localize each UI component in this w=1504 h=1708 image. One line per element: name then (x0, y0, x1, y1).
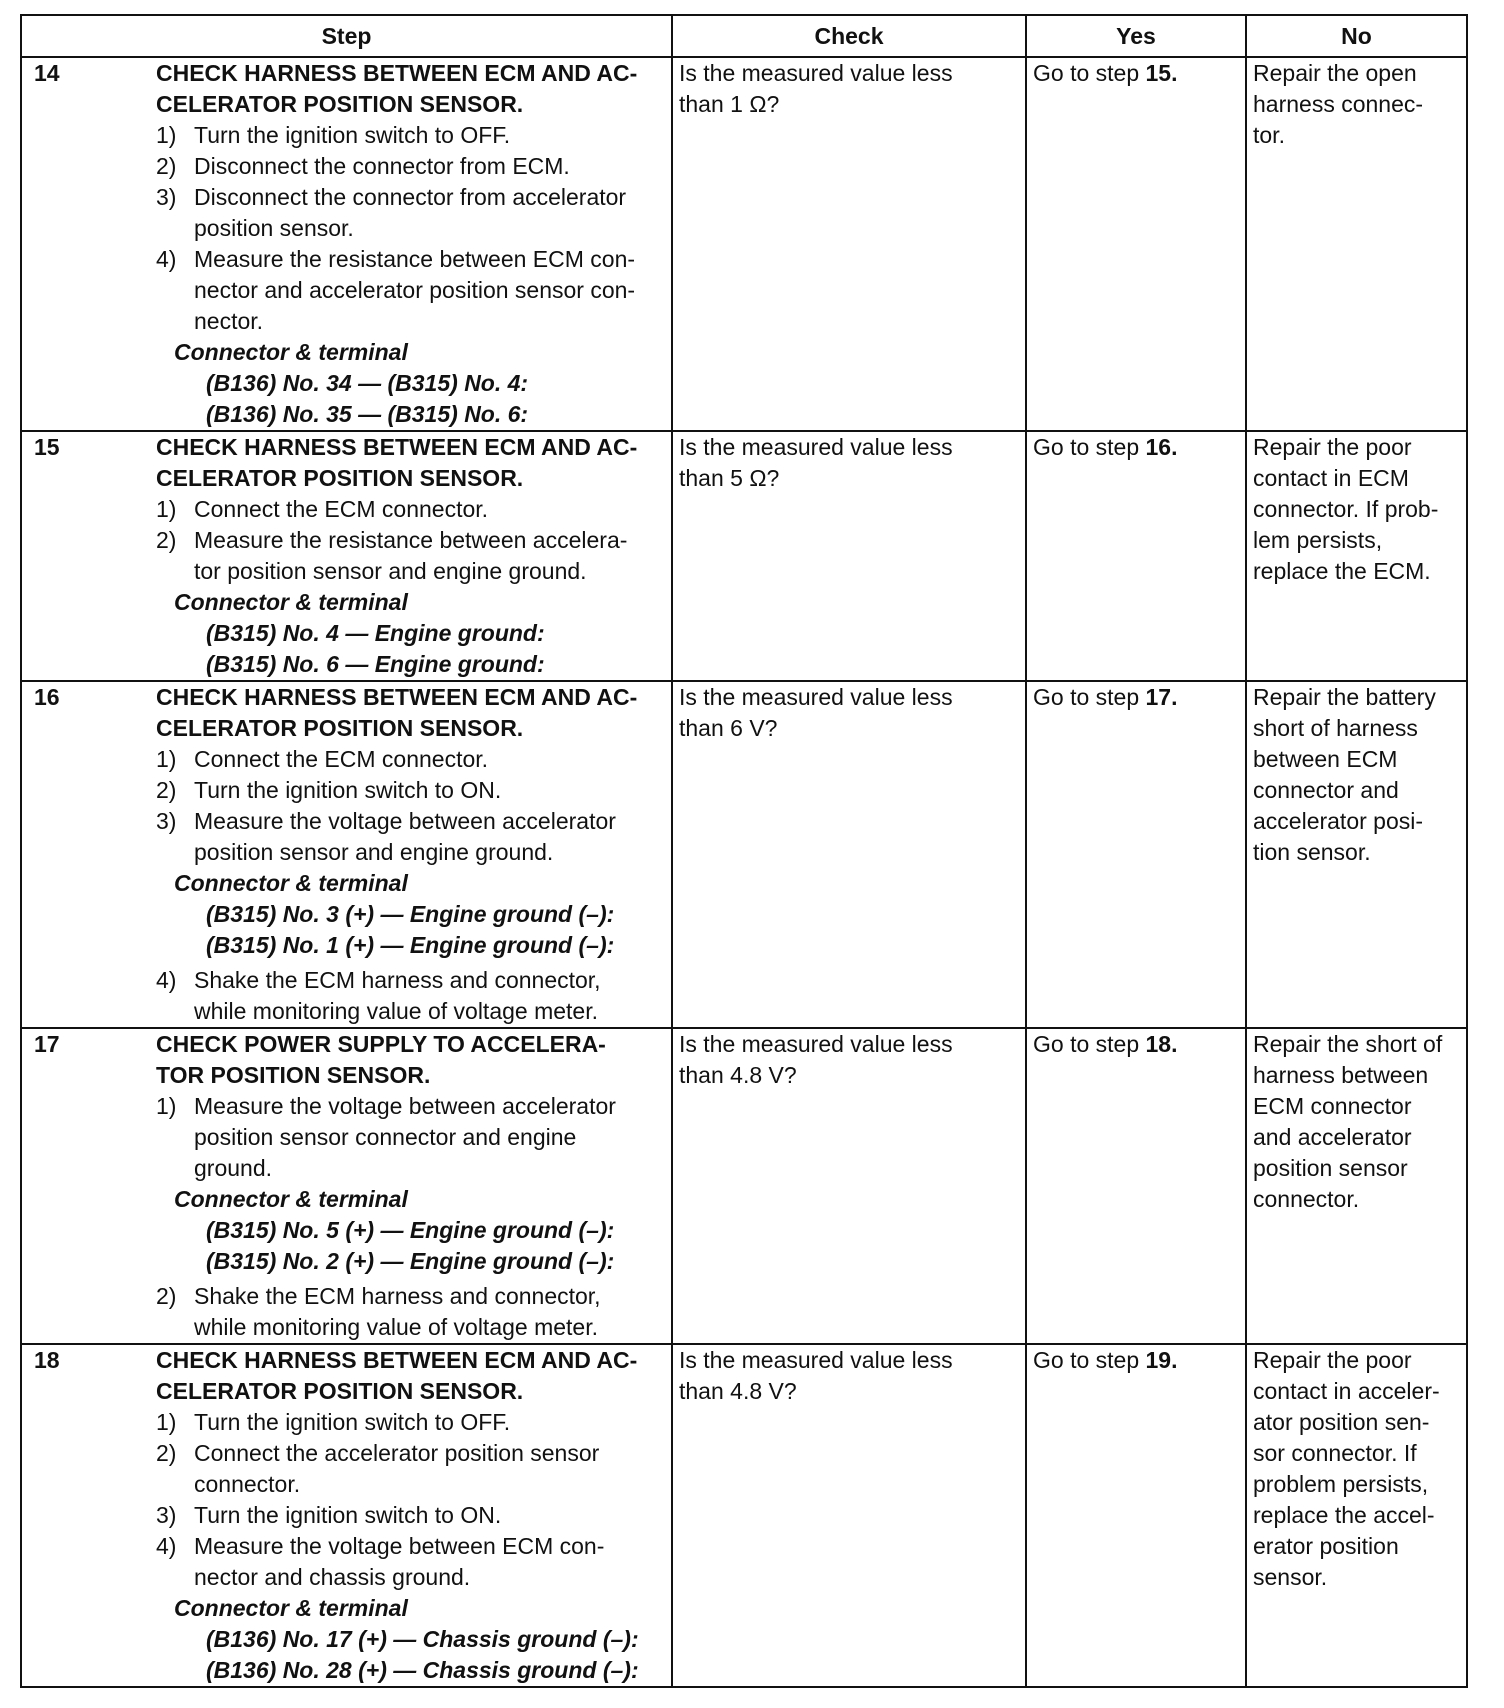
connector-terminal-label: Connector & terminal (174, 1186, 408, 1212)
item-line: ground. (194, 1155, 273, 1181)
diagnostic-table (20, 14, 1468, 1688)
step-title: CELERATOR POSITION SENSOR. (156, 91, 524, 117)
check-line: than 5 Ω? (679, 465, 780, 491)
no-line: connector. (1253, 1186, 1360, 1212)
connector-terminal-line: (B136) No. 35 — (B315) No. 6: (206, 401, 529, 427)
item-number: 4) (156, 1533, 177, 1559)
no-line: and accelerator (1253, 1124, 1412, 1150)
no-cell (1246, 1028, 1467, 1344)
step-cell (21, 57, 672, 431)
no-line: tor. (1253, 122, 1285, 148)
check-cell (672, 1028, 1026, 1344)
step-body (156, 682, 665, 1027)
connector-terminal-line: (B315) No. 2 (+) — Engine ground (–): (206, 1248, 615, 1274)
step-wrap (28, 1029, 665, 1343)
yes-step-ref: 16. (1145, 434, 1178, 460)
step-title: TOR POSITION SENSOR. (156, 1062, 431, 1088)
item-line: Measure the voltage between ECM con- (194, 1533, 605, 1559)
procedure-item (156, 1407, 661, 1438)
no-line: short of harness (1253, 715, 1418, 741)
item-line: nector and accelerator position sensor con- (194, 277, 636, 303)
check-cell (672, 1344, 1026, 1687)
header-row (21, 15, 1467, 57)
step-title: CHECK POWER SUPPLY TO ACCELERA- (156, 1031, 606, 1057)
yes-text: Go to step (1033, 684, 1140, 710)
item-line: connector. (194, 1471, 301, 1497)
item-text (194, 1281, 601, 1343)
item-line: Disconnect the connector from accelerator (194, 184, 627, 210)
connector-terminal-line: (B136) No. 28 (+) — Chassis ground (–): (206, 1657, 639, 1683)
item-number: 1) (156, 746, 177, 772)
no-line: sensor. (1253, 1564, 1328, 1590)
item-text (194, 494, 488, 525)
step-cell (21, 1028, 672, 1344)
item-number: 2) (156, 153, 177, 179)
item-line: nector. (194, 308, 264, 334)
check-line: than 4.8 V? (679, 1062, 797, 1088)
check-line: than 4.8 V? (679, 1378, 797, 1404)
step-cell (21, 431, 672, 681)
yes-cell (1026, 681, 1246, 1028)
no-line: ator position sen- (1253, 1409, 1430, 1435)
item-text (194, 120, 510, 151)
check-line: than 6 V? (679, 715, 778, 741)
connector-terminal-line: (B136) No. 17 (+) — Chassis ground (–): (206, 1626, 639, 1652)
no-line: replace the accel- (1253, 1502, 1435, 1528)
yes-step-ref: 17. (1145, 684, 1178, 710)
item-line: Measure the voltage between accelerator (194, 1093, 616, 1119)
connector-terminal-label: Connector & terminal (174, 1595, 408, 1621)
item-line: Measure the voltage between accelerator (194, 808, 616, 834)
table-row (21, 1028, 1467, 1344)
no-line: erator position (1253, 1533, 1399, 1559)
no-line: sor connector. If (1253, 1440, 1417, 1466)
procedure-item (156, 1281, 661, 1343)
procedure-item (156, 494, 661, 525)
item-line: Disconnect the connector from ECM. (194, 153, 570, 179)
no-line: harness between (1253, 1062, 1429, 1088)
no-line: replace the ECM. (1253, 558, 1431, 584)
no-line: accelerator posi- (1253, 808, 1424, 834)
check-line: Is the measured value less (679, 60, 953, 86)
procedure-item (156, 244, 661, 337)
procedure-list (156, 120, 661, 337)
yes-text: Go to step (1033, 1347, 1140, 1373)
procedure-list (156, 744, 661, 868)
item-line: Turn the ignition switch to ON. (194, 777, 502, 803)
item-line: Turn the ignition switch to OFF. (194, 1409, 511, 1435)
step-number: 16 (34, 684, 60, 710)
step-body (156, 432, 665, 680)
item-line: nector and chassis ground. (194, 1564, 471, 1590)
no-line: contact in ECM (1253, 465, 1409, 491)
no-line: connector and (1253, 777, 1399, 803)
item-number: 4) (156, 967, 177, 993)
header-check: Check (672, 15, 1026, 57)
step-number: 14 (34, 60, 60, 86)
procedure-item (156, 120, 661, 151)
item-number: 1) (156, 122, 177, 148)
step-cell (21, 681, 672, 1028)
item-text (194, 151, 570, 182)
item-text (194, 1500, 501, 1531)
item-text (194, 244, 635, 337)
procedure-item (156, 525, 661, 587)
step-wrap (28, 58, 665, 430)
item-line: Shake the ECM harness and connector, (194, 1283, 601, 1309)
no-line: Repair the poor (1253, 434, 1412, 460)
connector-terminal-line: (B315) No. 5 (+) — Engine ground (–): (206, 1217, 615, 1243)
step-number: 15 (34, 434, 60, 460)
check-line: Is the measured value less (679, 434, 953, 460)
header-yes: Yes (1026, 15, 1246, 57)
item-line: Turn the ignition switch to OFF. (194, 122, 511, 148)
yes-cell (1026, 1028, 1246, 1344)
yes-step-ref: 18. (1145, 1031, 1178, 1057)
yes-cell (1026, 431, 1246, 681)
check-cell (672, 681, 1026, 1028)
step-body (156, 1029, 665, 1343)
item-line: Connect the ECM connector. (194, 746, 489, 772)
item-text (194, 1531, 604, 1593)
connector-terminal-line: (B315) No. 6 — Engine ground: (206, 651, 545, 677)
step-title: CHECK HARNESS BETWEEN ECM AND AC- (156, 60, 638, 86)
connector-terminal-line: (B315) No. 3 (+) — Engine ground (–): (206, 901, 615, 927)
item-number: 2) (156, 527, 177, 553)
yes-step-ref: 19. (1145, 1347, 1178, 1373)
item-text (194, 1091, 616, 1184)
step-title: CHECK HARNESS BETWEEN ECM AND AC- (156, 684, 638, 710)
step-title: CHECK HARNESS BETWEEN ECM AND AC- (156, 434, 638, 460)
item-text (194, 182, 626, 244)
step-wrap (28, 682, 665, 1027)
item-line: Connect the accelerator position sensor (194, 1440, 600, 1466)
item-number: 2) (156, 1283, 177, 1309)
step-title: CELERATOR POSITION SENSOR. (156, 465, 524, 491)
no-line: connector. If prob- (1253, 496, 1439, 522)
check-line: Is the measured value less (679, 684, 953, 710)
no-line: tion sensor. (1253, 839, 1371, 865)
check-line: than 1 Ω? (679, 91, 780, 117)
header-no: No (1246, 15, 1467, 57)
item-text (194, 1438, 599, 1500)
item-number: 2) (156, 1440, 177, 1466)
item-line: Shake the ECM harness and connector, (194, 967, 601, 993)
step-body (156, 58, 665, 430)
table-row (21, 57, 1467, 431)
item-number: 1) (156, 1093, 177, 1119)
check-line: Is the measured value less (679, 1031, 953, 1057)
procedure-item (156, 806, 661, 868)
procedure-item (156, 151, 661, 182)
no-line: lem persists, (1253, 527, 1383, 553)
item-number: 3) (156, 1502, 177, 1528)
procedure-item (156, 182, 661, 244)
item-line: Measure the resistance between ECM con- (194, 246, 636, 272)
procedure-item (156, 1438, 661, 1500)
step-wrap (28, 1345, 665, 1686)
procedure-list (156, 1091, 661, 1184)
procedure-item (156, 1531, 661, 1593)
item-line: while monitoring value of voltage meter. (194, 998, 598, 1024)
item-line: position sensor. (194, 215, 354, 241)
yes-step-ref: 15. (1145, 60, 1178, 86)
check-cell (672, 431, 1026, 681)
step-cell (21, 1344, 672, 1687)
no-cell (1246, 431, 1467, 681)
no-line: harness connec- (1253, 91, 1424, 117)
procedure-item (156, 775, 661, 806)
procedure-list (156, 494, 661, 587)
no-line: problem persists, (1253, 1471, 1429, 1497)
procedure-item (156, 965, 661, 1027)
no-line: position sensor (1253, 1155, 1408, 1181)
item-number: 3) (156, 808, 177, 834)
item-number: 1) (156, 496, 177, 522)
table-row (21, 1344, 1467, 1687)
procedure-item (156, 1091, 661, 1184)
item-text (194, 965, 601, 1027)
no-line: Repair the poor (1253, 1347, 1412, 1373)
connector-terminal-label: Connector & terminal (174, 339, 408, 365)
item-text (194, 744, 488, 775)
connector-terminal-line: (B315) No. 4 — Engine ground: (206, 620, 545, 646)
item-number: 4) (156, 246, 177, 272)
yes-text: Go to step (1033, 1031, 1140, 1057)
yes-cell (1026, 57, 1246, 431)
no-line: ECM connector (1253, 1093, 1412, 1119)
no-line: between ECM (1253, 746, 1398, 772)
procedure-item (156, 1500, 661, 1531)
step-title: CELERATOR POSITION SENSOR. (156, 715, 524, 741)
step-number: 18 (34, 1347, 60, 1373)
procedure-list (156, 965, 661, 1027)
header-step: Step (21, 15, 672, 57)
item-line: while monitoring value of voltage meter. (194, 1314, 598, 1340)
step-title: CELERATOR POSITION SENSOR. (156, 1378, 524, 1404)
no-cell (1246, 681, 1467, 1028)
check-cell (672, 57, 1026, 431)
item-line: Turn the ignition switch to ON. (194, 1502, 502, 1528)
item-text (194, 1407, 510, 1438)
item-line: Connect the ECM connector. (194, 496, 489, 522)
item-number: 1) (156, 1409, 177, 1435)
yes-text: Go to step (1033, 434, 1140, 460)
yes-cell (1026, 1344, 1246, 1687)
no-line: contact in acceler- (1253, 1378, 1440, 1404)
connector-terminal-label: Connector & terminal (174, 589, 408, 615)
table-row (21, 681, 1467, 1028)
connector-terminal-line: (B136) No. 34 — (B315) No. 4: (206, 370, 529, 396)
step-title: CHECK HARNESS BETWEEN ECM AND AC- (156, 1347, 638, 1373)
item-line: tor position sensor and engine ground. (194, 558, 587, 584)
procedure-item (156, 744, 661, 775)
item-text (194, 775, 501, 806)
yes-text: Go to step (1033, 60, 1140, 86)
step-wrap (28, 432, 665, 680)
item-text (194, 806, 616, 868)
no-cell (1246, 57, 1467, 431)
item-text (194, 525, 627, 587)
table-row (21, 431, 1467, 681)
step-body (156, 1345, 665, 1686)
no-line: Repair the battery (1253, 684, 1436, 710)
item-line: Measure the resistance between accelera- (194, 527, 628, 553)
procedure-list (156, 1407, 661, 1593)
item-line: position sensor connector and engine (194, 1124, 577, 1150)
item-line: position sensor and engine ground. (194, 839, 554, 865)
no-line: Repair the short of (1253, 1031, 1443, 1057)
step-number: 17 (34, 1031, 60, 1057)
item-number: 3) (156, 184, 177, 210)
no-cell (1246, 1344, 1467, 1687)
connector-terminal-line: (B315) No. 1 (+) — Engine ground (–): (206, 932, 615, 958)
item-number: 2) (156, 777, 177, 803)
no-line: Repair the open (1253, 60, 1417, 86)
check-line: Is the measured value less (679, 1347, 953, 1373)
connector-terminal-label: Connector & terminal (174, 870, 408, 896)
procedure-list (156, 1281, 661, 1343)
